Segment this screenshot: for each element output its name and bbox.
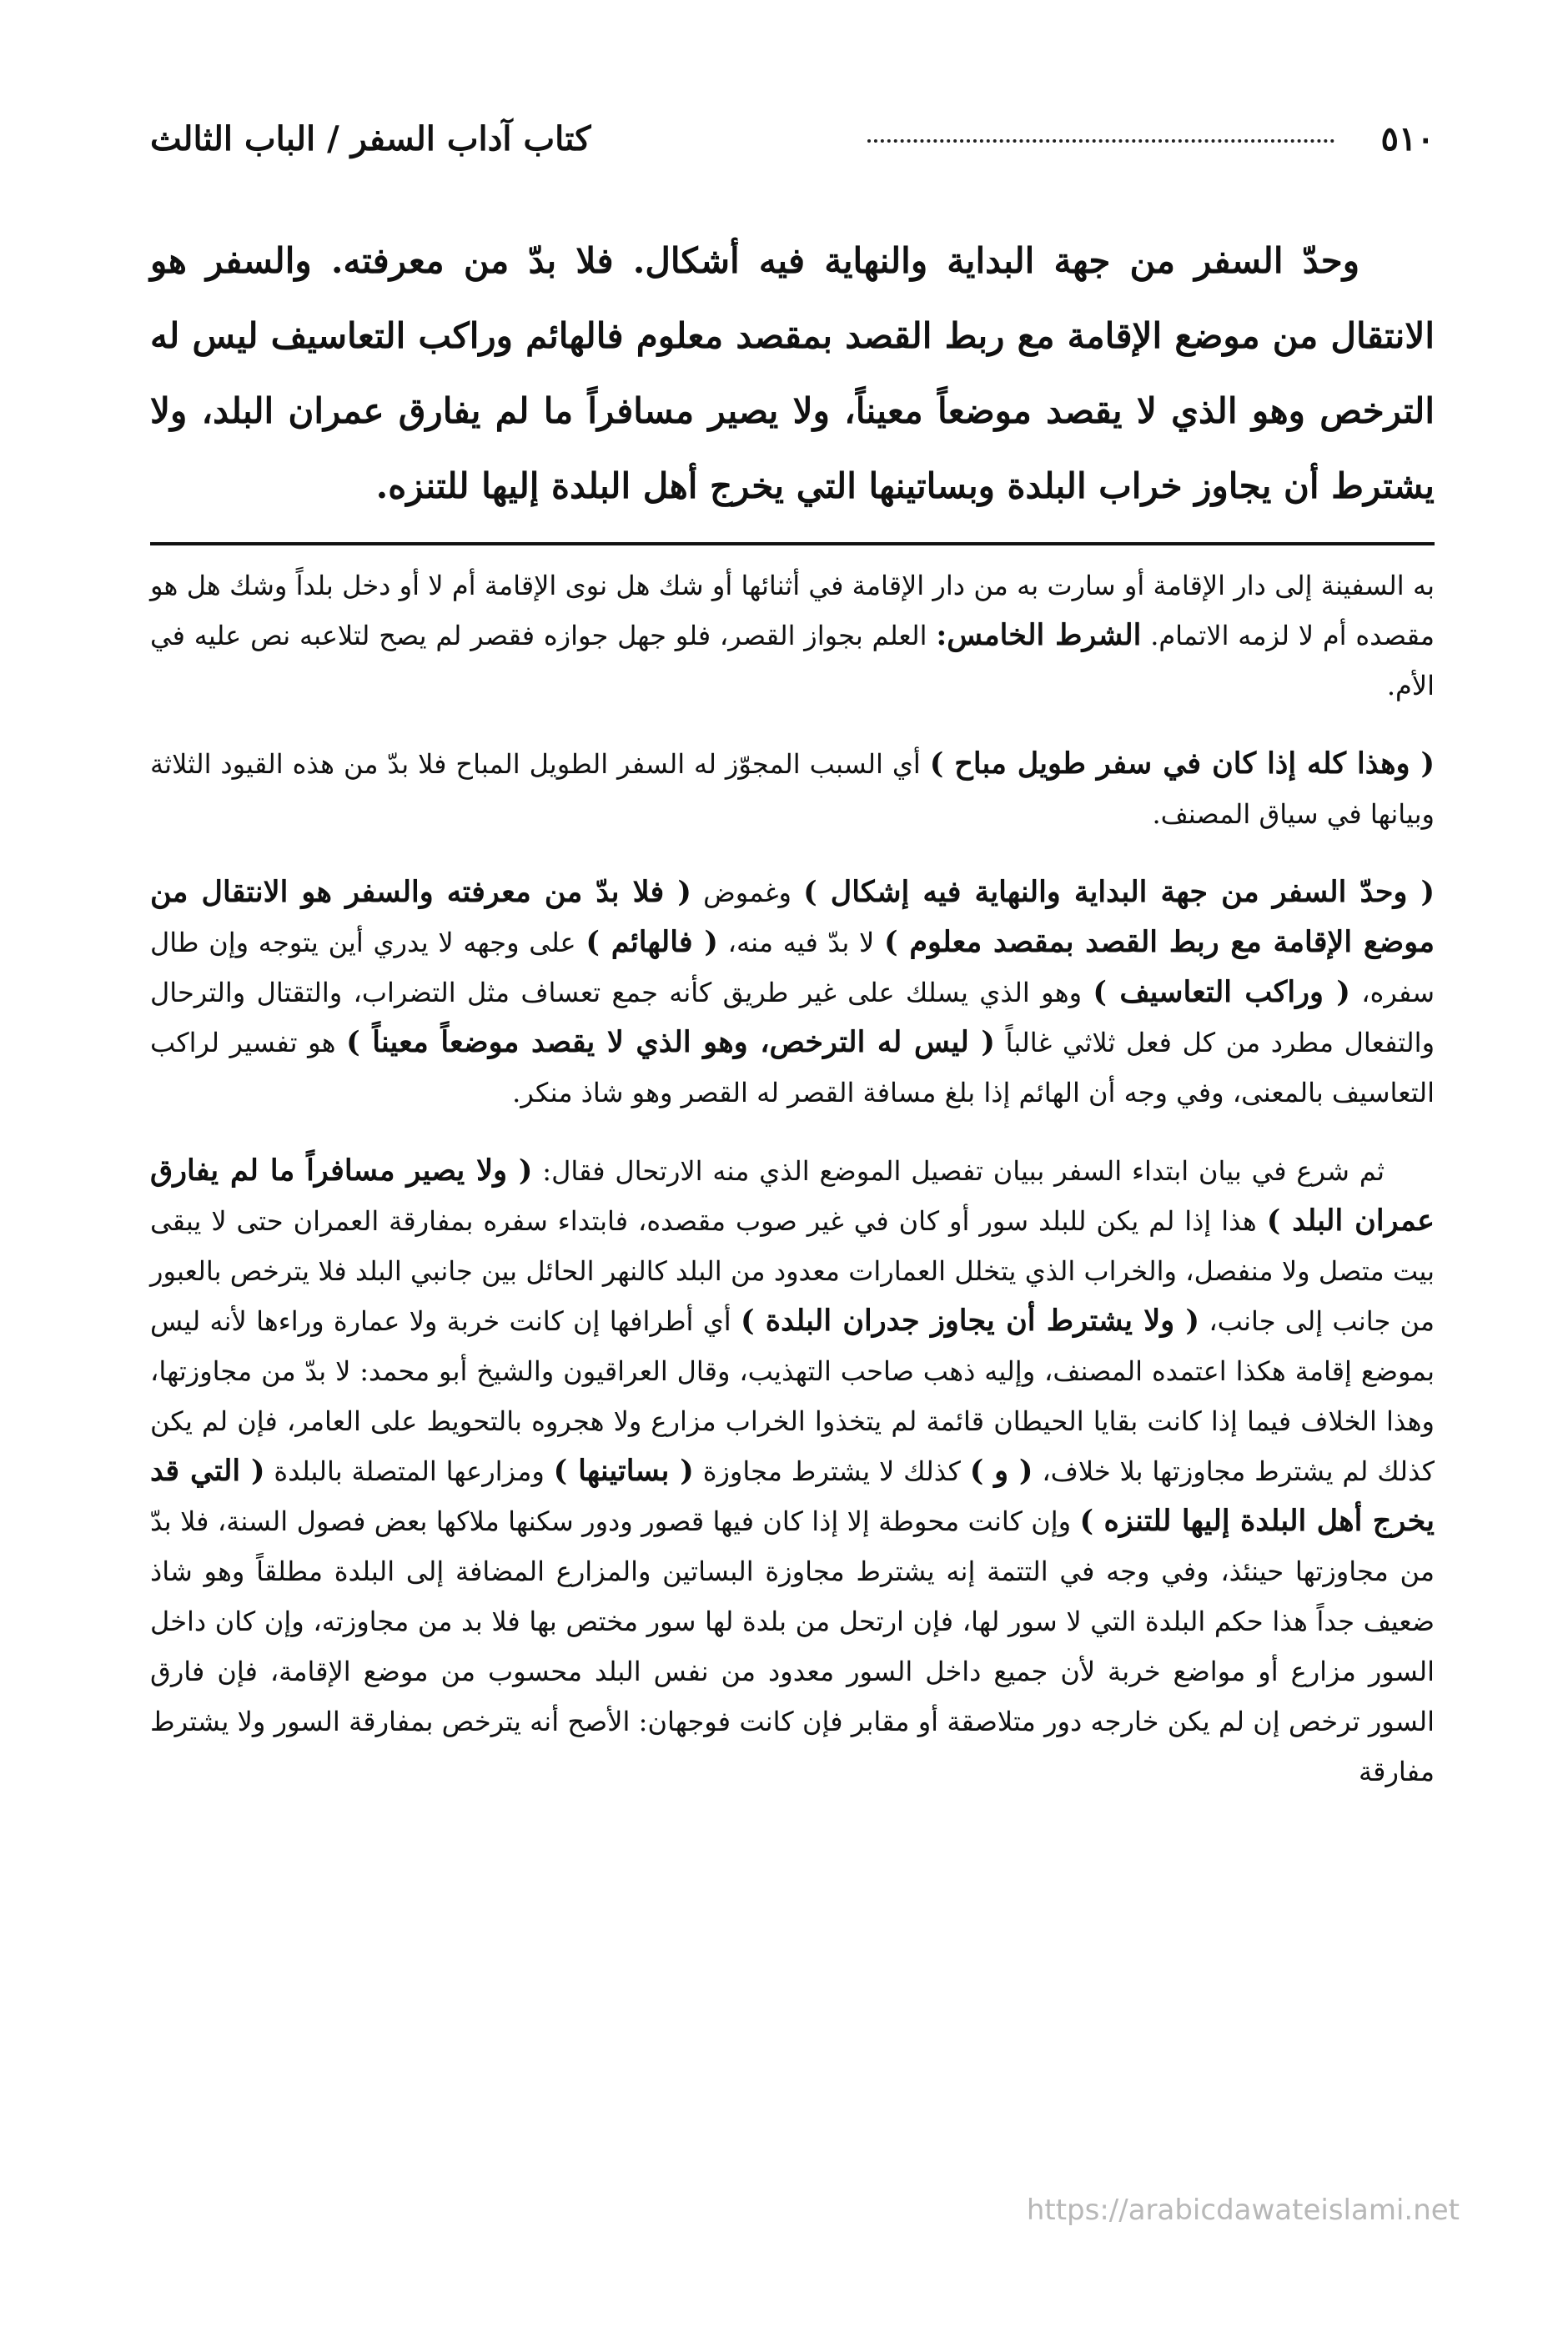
matn-quote: ( فلا بدّ من معرفته والسفر هو الانتقال من موضع الإقامة مع ربط القصد بمقصد معلوم ) (150, 875, 1435, 959)
commentary-text: أي أطرافها إن كانت خربة ولا عمارة وراءها لأنه ليس بموضع إقامة هكذا اعتمده المصنف، وإليه ذهب صاحب التهذيب، وقال العراقيون والشيخ أبو محمد: لا بدّ من مجاوزتها، وهذا الخلاف فيما إذا كانت بقايا الحيطان قائمة لم يتخذوا الخراب مزارع ولا هجروه بالتحويط على العامر، فإن لم يكن كذلك لم يشترط مجاوزتها بلا خلاف، (150, 1305, 1435, 1487)
commentary-text: وهو الذي يسلك على غير طريق كأنه جمع تعساف مثل التضراب، والتقتال والترحال والتفعال مطرد من كل فعل ثلاثي غالباً (150, 977, 1435, 1058)
commentary-text: على وجهه لا يدري أين يتوجه وإن طال سفره، (150, 927, 1435, 1008)
commentary-text: هذا إذا لم يكن للبلد سور أو كان في غير صوب مقصده، فابتداء سفره بمفارقة العمران حتى لا يبقى بيت متصل ولا منفصل، والخراب الذي يتخلل العمارات معدود من البلد كالنهر الحائل بين جانبي البلد فلا يترخص بالعبور من جانب إلى جانب، (150, 1205, 1435, 1337)
page-number: ٥١٠ (1380, 119, 1435, 158)
matn-quote: ( ليس له الترخص، وهو الذي لا يقصد موضعاً معيناً ) (346, 1025, 995, 1059)
commentary-text: العلم بجواز القصر، فلو جهل جوازه فقصر لم يصح لتلاعبه نص عليه في الأم. (150, 620, 1435, 701)
commentary-text: أي السبب المجوّز له السفر الطويل المباح فلا بدّ من هذه القيود الثلاثة وبيانها في سياق المصنف. (150, 748, 1435, 830)
commentary-text: ثم شرع في بيان ابتداء السفر ببيان تفصيل الموضع الذي منه الارتحال فقال: (542, 1155, 1385, 1187)
commentary-text: وإن كانت محوطة إلا إذا كان فيها قصور ودور سكنها ملاكها بعض فصول السنة، فلا بدّ من مجاوزتها حينئذ، وفي وجه في التتمة إنه يشترط مجاوزة البساتين والمزارع المضافة إلى البلدة مطلقاً وهو شاذ ضعيف جداً هذا حكم البلدة التي لا سور لها، فإن ارتحل من بلدة لها سور مختص بها فلا بد من مجاوزته، وإن كان داخل السور مزارع أو مواضع خربة لأن جميع داخل السور معدود من نفس البلد محسوب من موضع الإقامة، فإن فارق السور ترخص إن لم يكن خارجه دور متلاصقة أو مقابر فإن كانت فوجهان: الأصح أنه يترخص بمفارقة السور ولا يشترط مفارقة (150, 1505, 1435, 1787)
matn-quote: ( و ) (969, 1454, 1033, 1488)
commentary-paragraph-2 (150, 739, 1435, 839)
matn-quote: ( التي قد يخرج أهل البلدة إليها للتنزه ) (150, 1454, 1435, 1538)
main-text-paragraph: وحدّ السفر من جهة البداية والنهاية فيه أشكال. فلا بدّ من معرفته. والسفر هو الانتقال من موضع الإقامة مع ربط القصد بمقصد معلوم فالهائم وراكب التعاسيف ليس له الترخص وهو الذي لا يقصد موضعاً معيناً، ولا يصير مسافراً ما لم يفارق عمران البلد، ولا يشترط أن يجاوز خراب البلدة وبساتينها التي يخرج أهل البلدة إليها للتنزه. (150, 240, 1435, 506)
commentary-text: به السفينة إلى دار الإقامة أو سارت به من دار الإقامة في أثنائها أو شك هل نوى الإقامة أم لا أو دخل بلداً وشك هل هو مقصده أم لا لزمه الاتمام. (150, 570, 1435, 651)
matn-quote: ( بساتينها ) (553, 1454, 694, 1488)
commentary-text: وغموض (703, 877, 792, 908)
main-text-block (150, 224, 1435, 524)
matn-quote: ( وهذا كله إذا كان في سفر طويل مباح ) (929, 746, 1435, 781)
separator-rule (150, 542, 1435, 545)
page-header (150, 113, 1435, 166)
matn-quote: ( ولا يشترط أن يجاوز جدران البلدة ) (740, 1304, 1200, 1338)
commentary-block (150, 560, 1435, 1817)
commentary-paragraph-3 (150, 867, 1435, 1118)
commentary-text: هو تفسير لراكب التعاسيف بالمعنى، وفي وجه أن الهائم إذا بلغ مسافة القصر له القصر وهو شاذ منكر. (150, 1027, 1435, 1108)
matn-quote: ( فالهائم ) (585, 925, 718, 959)
commentary-text: كذلك لا يشترط مجاوزة (702, 1455, 961, 1487)
dotted-leader (867, 139, 1334, 143)
commentary-paragraph-1 (150, 560, 1435, 711)
commentary-text: لا بدّ فيه منه، (727, 927, 875, 958)
matn-quote: ( ولا يصير مسافراً ما لم يفارق عمران البلد ) (150, 1153, 1435, 1238)
matn-quote: ( وراكب التعاسيف ) (1093, 975, 1350, 1009)
commentary-text: ومزارعها المتصلة بالبلدة (274, 1455, 545, 1487)
chapter-title: كتاب آداب السفر / الباب الثالث (150, 119, 591, 158)
matn-quote: ( وحدّ السفر من جهة البداية والنهاية فيه إشكال ) (803, 875, 1435, 909)
watermark-url: https://arabicdawateislami.net (1026, 2194, 1460, 2227)
condition-label: الشرط الخامس: (936, 618, 1142, 652)
commentary-paragraph-4 (150, 1146, 1435, 1797)
